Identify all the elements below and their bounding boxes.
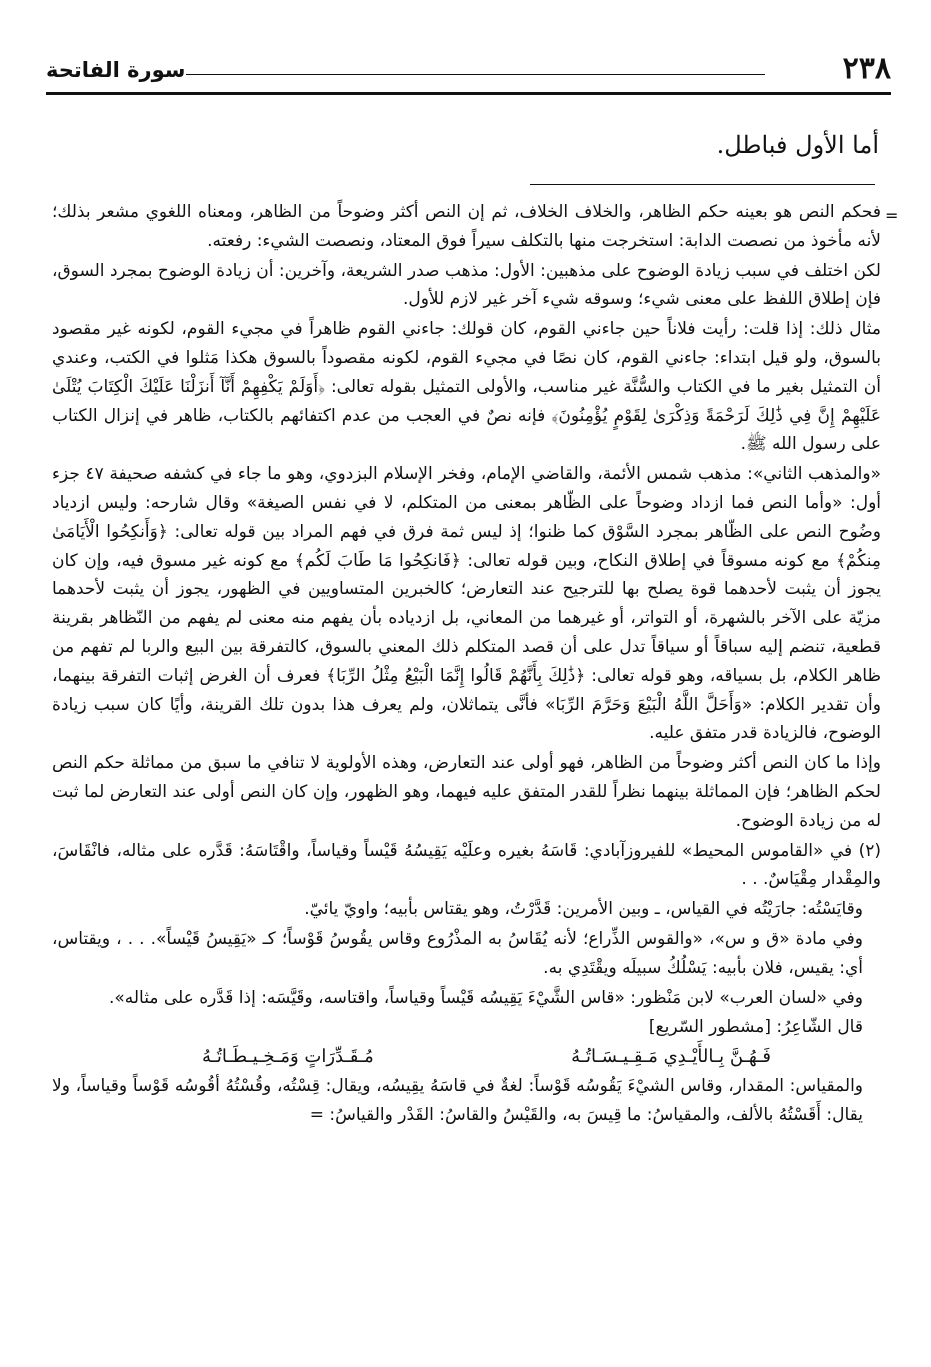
poem-hemistich-2: مُـقَـدِّرَاتٍ وَمَـخِـيـطَـاتُـهُ (202, 1046, 374, 1068)
footnote-paragraph: لكن اختلف في سبب زيادة الوضوح على مذهبين: الأول: مذهب صدر الشريعة، وآخرين: أن زيادة الوضوح بمجرد السوق، فإن إطلاق اللفظ على معنى شيء؛ وسوقه شيء آخر غير لازم للأول. (52, 260, 881, 310)
footnotes (52, 198, 899, 1131)
footnote-2-text: في «القاموس المحيط» للفيروزآبادي: قَاسَهُ بغيره وعلَيْه يَقِيسُهُ قَيْساً وقياساً، واقْتَاسَهُ: قَدَّره على مثاله، فانْقَاسَ، والمِقْدار مِقْيَاسٌ. . . (52, 840, 881, 890)
footnote-paragraph: وقايَسْتُه: جارَيْتُه في القياس، ـ وبين الأمرين: قَدَّرْتُ، وهو يقتاس بأبيه؛ واويّ يائيّ. (304, 899, 863, 920)
footnote-2-first (52, 837, 881, 895)
footnote-paragraph: والمقياس: المقدار، وقاس الشيْءَ يَقُوسُه قَوْساً: لغةٌ في قاسَهُ يقِيسُه، ويقال: قِسْتُه، وقُسْتُهُ أقُوسُه قَوْساً وقياساً، ولا يقال: أَقَسْتُهُ بالألف، والمقياسُ: ما قِيسَ به، والقَيْسُ والقاسُ: القَدْر والقياسُ: = (52, 1075, 863, 1125)
poem-verse (52, 1043, 881, 1072)
continuation-mark: = (885, 206, 899, 225)
poem-hemistich-1: فَـهُـنَّ بِـالأَيْـدِي مَـقِـيـسَـاتُـهُ (571, 1046, 771, 1068)
footnote-paragraph: وإذا ما كان النص أكثر وضوحاً من الظاهر، فهو أولى عند التعارض، وهذه الأولوية لا تنافي ما سبق من مماثلة حكم النص لحكم الظاهر؛ فإن المماثلة بينهما نظراً للقدر المتفق عليه فيهما، وهو الظهور، وإن كان النص أولى عند التعارض لما ثبت له من زيادة الوضوح. (52, 753, 881, 831)
footnote-separator (530, 184, 875, 185)
header-rule-thick (46, 92, 891, 95)
footnote-paragraph: مثال ذلك: إذا قلت: رأيت فلاناً حين جاءني القوم، كان قولك: جاءني القوم ظاهراً في مجيء القوم، لكونه غير مقصود بالسوق، ولو قيل ابتداء: جاءني القوم، كان نصًا في مجيء القوم، لكونه مقصوداً بالسوق هكذا مَثلوا في الكتب، وعندي أن التمثيل بغير ما في الكتاب والسُّنَّة غير مناسب، والأولى التمثيل بقوله تعالى: ﴿أَوَلَمْ يَكْفِهِمْ أَنَّآ أَنزَلْنَا عَلَيْكَ الْكِتَابَ يُتْلَىٰ عَلَيْهِمْ إِنَّ فِي ذَٰلِكَ لَرَحْمَةً وَذِكْرَىٰ لِقَوْمٍ يُؤْمِنُونَ﴾ فإنه نصٌ في العجب من عدم اكتفائهم بالكتاب، ظاهر في إنزال الكتاب على رسول الله ﷺ. (52, 319, 881, 455)
footnote-number: (٢) (858, 840, 881, 861)
page-header (46, 50, 891, 96)
page-number: ٢٣٨ (842, 51, 891, 86)
footnote-paragraph: فحكم النص هو بعينه حكم الظاهر، والخلاف الخلاف، ثم إن النص أكثر وضوحاً من الظاهر، ومعناه اللغوي مشعر بذلك؛ لأنه مأخوذ من نصصت الدابة: استخرجت منها بالتكلف سيراً فوق المعتاد، ونصصت الشيء: رفعته. (52, 202, 881, 251)
poem-intro: قال الشّاعِرُ: [مشطور السّريع] (648, 1017, 863, 1038)
header-rule-thin (186, 74, 765, 75)
footnote-paragraph: وفي مادة «ق و س»، «والقوس الذِّراع؛ لأنه يُقَاسُ به المذْرُوع وقاس يقُوسُ قَوْساً؛ كـ «يَقِيسُ قَيْساً». . . ، ويقتاس، أي: يقيس، فلان بأبيه: يَسْلُكُ سبيلَه ويقْتَدِي به. (52, 928, 863, 978)
footnote-paragraph: وفي «لسان العرب» لابن مَنْظور: «قاس الشَّيْءَ يَقِيسُه قَيْساً وقياساً، واقتاسه، وقَيَّسَه: إذا قَدَّره على مثاله». (108, 987, 863, 1008)
surah-title: سورة الفاتحة (46, 58, 186, 82)
main-text: أما الأول فباطل. (716, 131, 879, 159)
footnote-paragraph: «والمذهب الثاني»: مذهب شمس الأئمة، والقاضي الإمام، وفخر الإسلام البزدوي، وهو ما جاء في كشفه صحيفة ٤٧ جزء أول: «وأما النص فما ازداد وضوحاً على الظّاهر بمعنى من المتكلم، لا في نفس الصيغة» وقال شارحه: وليس ازدياد وضُوح النص على الظّاهر بمجرد السَّوْق كما ظنوا؛ إذ ليس ثمة فرق في فهم المراد بين قوله تعالى: ﴿وَأَنكِحُوا الْأَيَامَىٰ مِنكُمْ﴾ مع كونه مسوقاً في إطلاق النكاح، وبين قوله تعالى: ﴿فَانكِحُوا مَا طَابَ لَكُم﴾ مع كونه غير مسوق فيه، وإن كان يجوز أن يثبت لأحدهما قوة يصلح بها للترجيح عند التعارض؛ كالخبرين المتساويين في الظهور، يجوز أن يثبت لأحدهما مزيّة على الآخر بالشهرة، أو التواتر، أو غيرهما من المعاني، بل ازدياده بأن يفهم منه معنى لم يفهم من النّظاهر بقرينة قطعية، تنضم إليه سباقاً أو سياقاً تدل على أن قصد المتكلم ذلك المعني بالسوق، كالتفرقة بين البيع والربا لم تفهم من ظاهر الكلام، بل بسياقه، وهو قوله تعالى: ﴿ذَٰلِكَ بِأَنَّهُمْ قَالُوا إِنَّمَا الْبَيْعُ مِثْلُ الرِّبَا﴾ فعرف أن الغرض إثبات التفرقة بينهما، وأن تقدير الكلام: «وَأَحَلَّ اللَّهُ الْبَيْعَ وَحَرَّمَ الرِّبَا» فأنَّى يتماثلان، ولم يعرف هذا بدون تلك القرينة، وأيًا كان سبب زيادة الوضوح، فالزيادة قدر متفق عليه. (52, 464, 881, 744)
